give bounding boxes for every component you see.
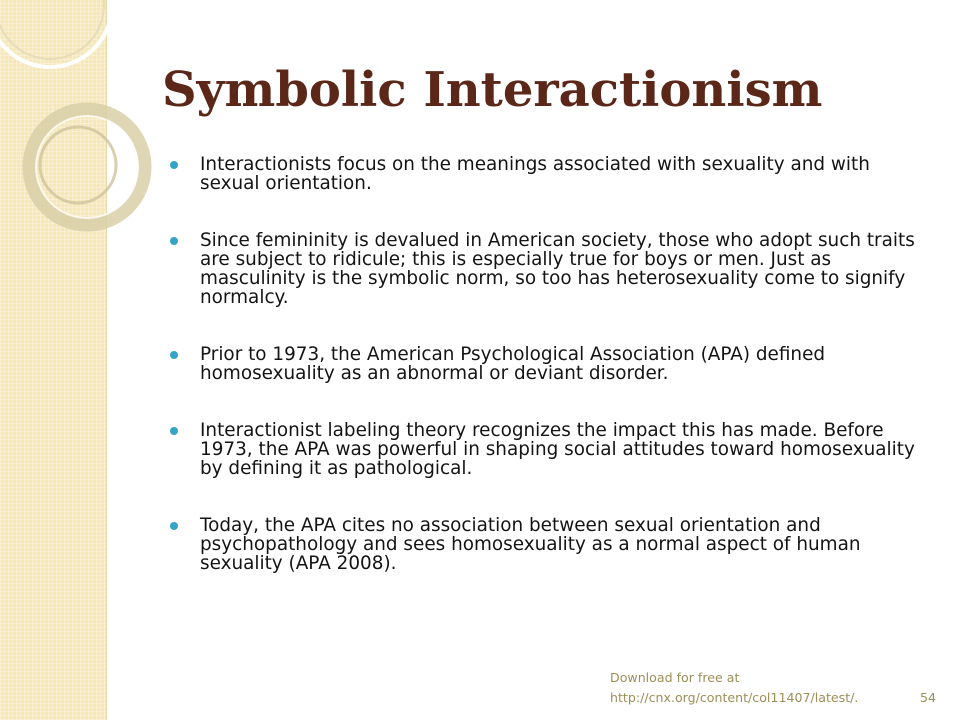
bullet-item: [170, 231, 920, 307]
bullet-dot-icon: [170, 351, 178, 359]
bullet-text: Prior to 1973, the American Psychological Association (APA) defined homosexuality as an abnormal or deviant disorder.: [200, 344, 826, 384]
bullet-text: Since femininity is devalued in American society, those who adopt such traits are subject to ridicule; this is especially true for boys or men. Just as masculinity is the symbolic norm, so too has heterosexuality come to signify normalcy.: [200, 230, 915, 308]
bullet-text: Today, the APA cites no association between sexual orientation and psychopathology and sees homosexuality as a normal aspect of human sexuality (APA 2008).: [200, 515, 861, 574]
decorative-circle-top-inner: [0, 0, 104, 59]
bullet-text: Interactionist labeling theory recognizes the impact this has made. Before 1973, the APA was powerful in shaping social attitudes toward homosexuality by defining it as pathological.: [200, 420, 915, 479]
bullet-item: [170, 155, 920, 193]
decorative-ring-large: [29, 109, 145, 225]
bullet-text: Interactionists focus on the meanings associated with sexuality and with sexual orientation.: [200, 154, 870, 194]
bullet-dot-icon: [170, 522, 178, 530]
bullet-list: [170, 155, 920, 611]
footer-source-line1: Download for free at: [610, 670, 740, 685]
page-number: 54: [920, 690, 937, 705]
bullet-item: [170, 421, 920, 478]
bullet-item: [170, 516, 920, 573]
footer-source: [610, 668, 858, 708]
bullet-item: [170, 345, 920, 383]
slide-title: Symbolic Interactionism: [162, 62, 823, 118]
footer-source-url: http://cnx.org/content/col11407/latest/.: [610, 690, 859, 705]
decorative-ring-small: [40, 127, 116, 203]
bullet-dot-icon: [170, 427, 178, 435]
bullet-dot-icon: [170, 237, 178, 245]
bullet-dot-icon: [170, 161, 178, 169]
